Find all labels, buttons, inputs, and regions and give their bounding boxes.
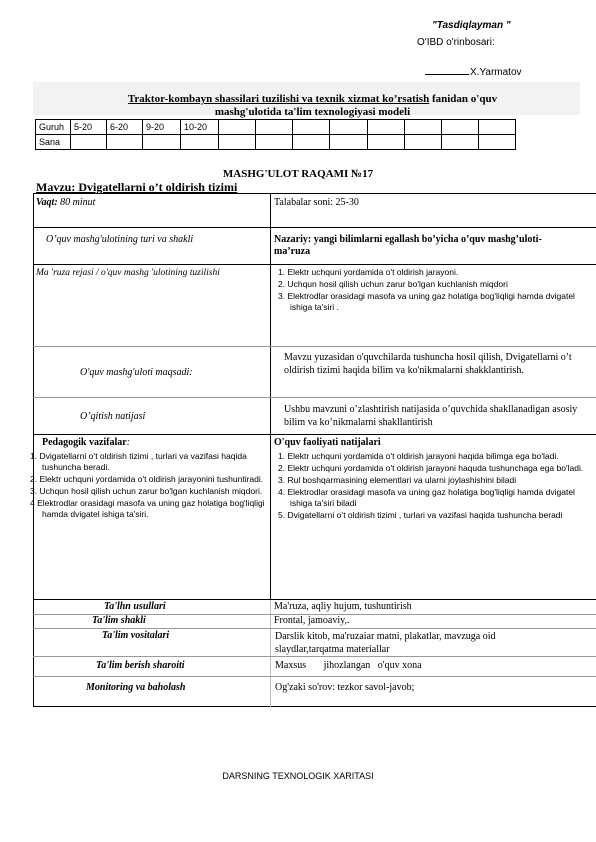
table-cell: [405, 120, 442, 135]
table-cell: [293, 135, 330, 150]
approval-role: O'IBD o'rinbosari:: [417, 37, 495, 48]
column-divider-lower: [270, 599, 271, 707]
monitoring-value: Og'zaki so'rov: tezkor savol-javob;: [275, 682, 415, 693]
learning-outcomes-title: O'quv faoliyati natijalari: [274, 437, 381, 448]
lesson-type-value: Nazariy: yangi bilimlarni egallash bo’yicha o’quv mashg’uloti-ma’ruza: [274, 234, 542, 257]
tools-value: Darslik kitob, ma'ruzaiar matni, plakatlar, mavzuga oid slaydlar,tarqatma materiallar: [275, 631, 496, 655]
time-label: Vaqt:: [36, 197, 58, 208]
tasks-title-colon: :: [126, 437, 131, 448]
table-cell: [368, 135, 405, 150]
tasks-title-text: Pedagogik vazifalar: [42, 437, 127, 448]
table-cell: [405, 135, 442, 150]
forms-value: Frontal, jamoaviy,.: [274, 615, 350, 626]
signer-name: X.Yarmatov: [470, 67, 522, 78]
table-cell: [219, 135, 256, 150]
signature-line: [425, 66, 469, 75]
title-line2: mashg'ulotida ta'lim texnologiyasi modeli: [214, 106, 411, 118]
group-row: [36, 120, 516, 135]
conditions-value: Maxsus jihozlangan o'quv xona: [275, 660, 422, 671]
table-cell: [368, 120, 405, 135]
pedagogical-tasks-list: [30, 451, 270, 521]
list-item: 2. Elektr uchquni yordamida o't oldirish jarayoni haquda tushunchaga ega bo'ladi.: [278, 463, 584, 473]
list-item: 4 Elektrodlar orasidagi masofa va uning gaz holatiga bog'liqligi hamda dvigatel ishiga ta'siri.: [30, 498, 265, 519]
subject-name: Traktor-kombayn shassilari tuzilishi va texnik xizmat ko’rsatish: [127, 93, 430, 105]
title-rest: fanidan o'quv: [429, 93, 498, 105]
list-item: 3. Rul boshqarmasining elementlari va ularni joylashishini biladi: [278, 475, 517, 485]
list-item: 3. Uchqun hosil qilish uchun zarur bo'lgan kuchlanish miqdori.: [30, 486, 263, 496]
tools-label: Ta'lim vositalari: [102, 630, 170, 641]
group-date-table: [35, 119, 516, 150]
table-cell: 5-20: [71, 120, 107, 135]
time-value: 80 minut: [57, 197, 96, 208]
table-cell: [293, 120, 330, 135]
pedagogical-tasks-title: [42, 437, 130, 449]
table-cell: [442, 120, 479, 135]
table-cell: [442, 135, 479, 150]
lecture-plan-label: Ma 'ruza rejasi / o'quv mashg 'ulotining tuzilishi: [36, 268, 220, 278]
approval-title: "Tasdiqlayman ": [432, 20, 511, 31]
table-cell: [330, 120, 368, 135]
session-number: MASHG'ULOT RAQAMI №17: [222, 168, 374, 180]
table-cell: [256, 135, 293, 150]
list-item: 4. Elektrodlar orasidagi masofa va uning gaz holatiga bog'liqligi hamda dvigatel ishiga ta'siri biladi: [278, 487, 575, 508]
table-cell: [181, 135, 219, 150]
date-row: [36, 135, 516, 150]
goal-value: Mavzu yuzasidan o'quvchilarda tushuncha hosil qilish, Dvigatellarni o’t oldirish tizimi haqida bilim va ko'nikmalarni shakklantirish.: [284, 352, 572, 376]
list-item: 3. Elektrodlar orasidagi masofa va uning gaz holatiga bog'liqligi hamda dvigatel ishiga ta'siri .: [278, 291, 575, 312]
row-divider: [33, 346, 596, 347]
row-divider: [33, 397, 596, 398]
students-count: Talabalar soni: 25-30: [274, 197, 359, 208]
row-divider: [33, 599, 596, 600]
lesson-type-label: O’quv mashg'ulotining turi va shakli: [46, 234, 194, 245]
row-divider: [33, 656, 596, 657]
document-title: [40, 93, 585, 119]
methods-value: Ma'ruza, aqliy hujum, tushuntirish: [274, 601, 412, 612]
list-item: 2. Uchqun hosil qilish uchun zarur bo'lgan kuchlanish miqdori: [278, 279, 508, 289]
row-divider: [33, 676, 596, 677]
goal-label: O'quv mashg'uloti maqsadi:: [80, 367, 193, 378]
topic-text: Mavzu: Dvigatellarni o’t oldirish tizimi: [36, 180, 238, 194]
list-item: 5. Dvigatellarni o’t oldirish tizimi , turlari va vazifasi haqida tushuncha beradi: [278, 510, 563, 520]
table-cell: [71, 135, 107, 150]
forms-label: Ta'lim shakli: [92, 615, 146, 626]
table-cell: [219, 120, 256, 135]
column-divider: [270, 193, 271, 599]
row-divider: [33, 264, 596, 265]
learning-outcomes-list: [272, 451, 594, 522]
row-divider: [33, 227, 596, 228]
table-cell: Sana: [36, 135, 71, 150]
monitoring-label: Monitoring va baholash: [86, 682, 186, 693]
list-item: 1. Elektr uchquni yordamida o't oldirish jarayoni haqida bilimga ega bo'ladi.: [278, 451, 559, 461]
result-value: Ushbu mavzuni o’zlashtirish natijasida o’quvchida shakllanadigan asosiy bilim va ko’nikmalarni shakllantirish: [284, 404, 578, 428]
lecture-plan-list: [272, 267, 592, 314]
approval-signature: [425, 66, 522, 78]
result-label: O’qitish natijasi: [80, 411, 146, 422]
table-cell: 6-20: [107, 120, 143, 135]
table-cell: [479, 120, 516, 135]
table-cell: [143, 135, 181, 150]
table-cell: [107, 135, 143, 150]
methods-label: Ta'lhn usullari: [104, 601, 166, 612]
table-cell: [256, 120, 293, 135]
table-cell: [479, 135, 516, 150]
list-item: 1. Dvigatellarni o’t oldirish tizimi , turlari va vazifasi haqida tushuncha beradi.: [30, 451, 247, 472]
row-divider: [33, 628, 596, 629]
list-item: 1. Elektr uchquni yordamida o't oldirish jarayoni.: [278, 267, 459, 277]
list-item: 2. Elektr uchquni yordamida o't oldirish jarayonini tushuntiradi.: [30, 474, 264, 484]
table-cell: 9-20: [143, 120, 181, 135]
table-cell: 10-20: [181, 120, 219, 135]
time-cell: [36, 197, 95, 209]
row-divider: [33, 434, 596, 435]
table-cell: [330, 135, 368, 150]
conditions-label: Ta'lim berish sharoiti: [96, 660, 185, 671]
table-cell: Guruh: [36, 120, 71, 135]
footer-caption: DARSNING TEXNOLOGIK XARITASI: [222, 771, 374, 781]
